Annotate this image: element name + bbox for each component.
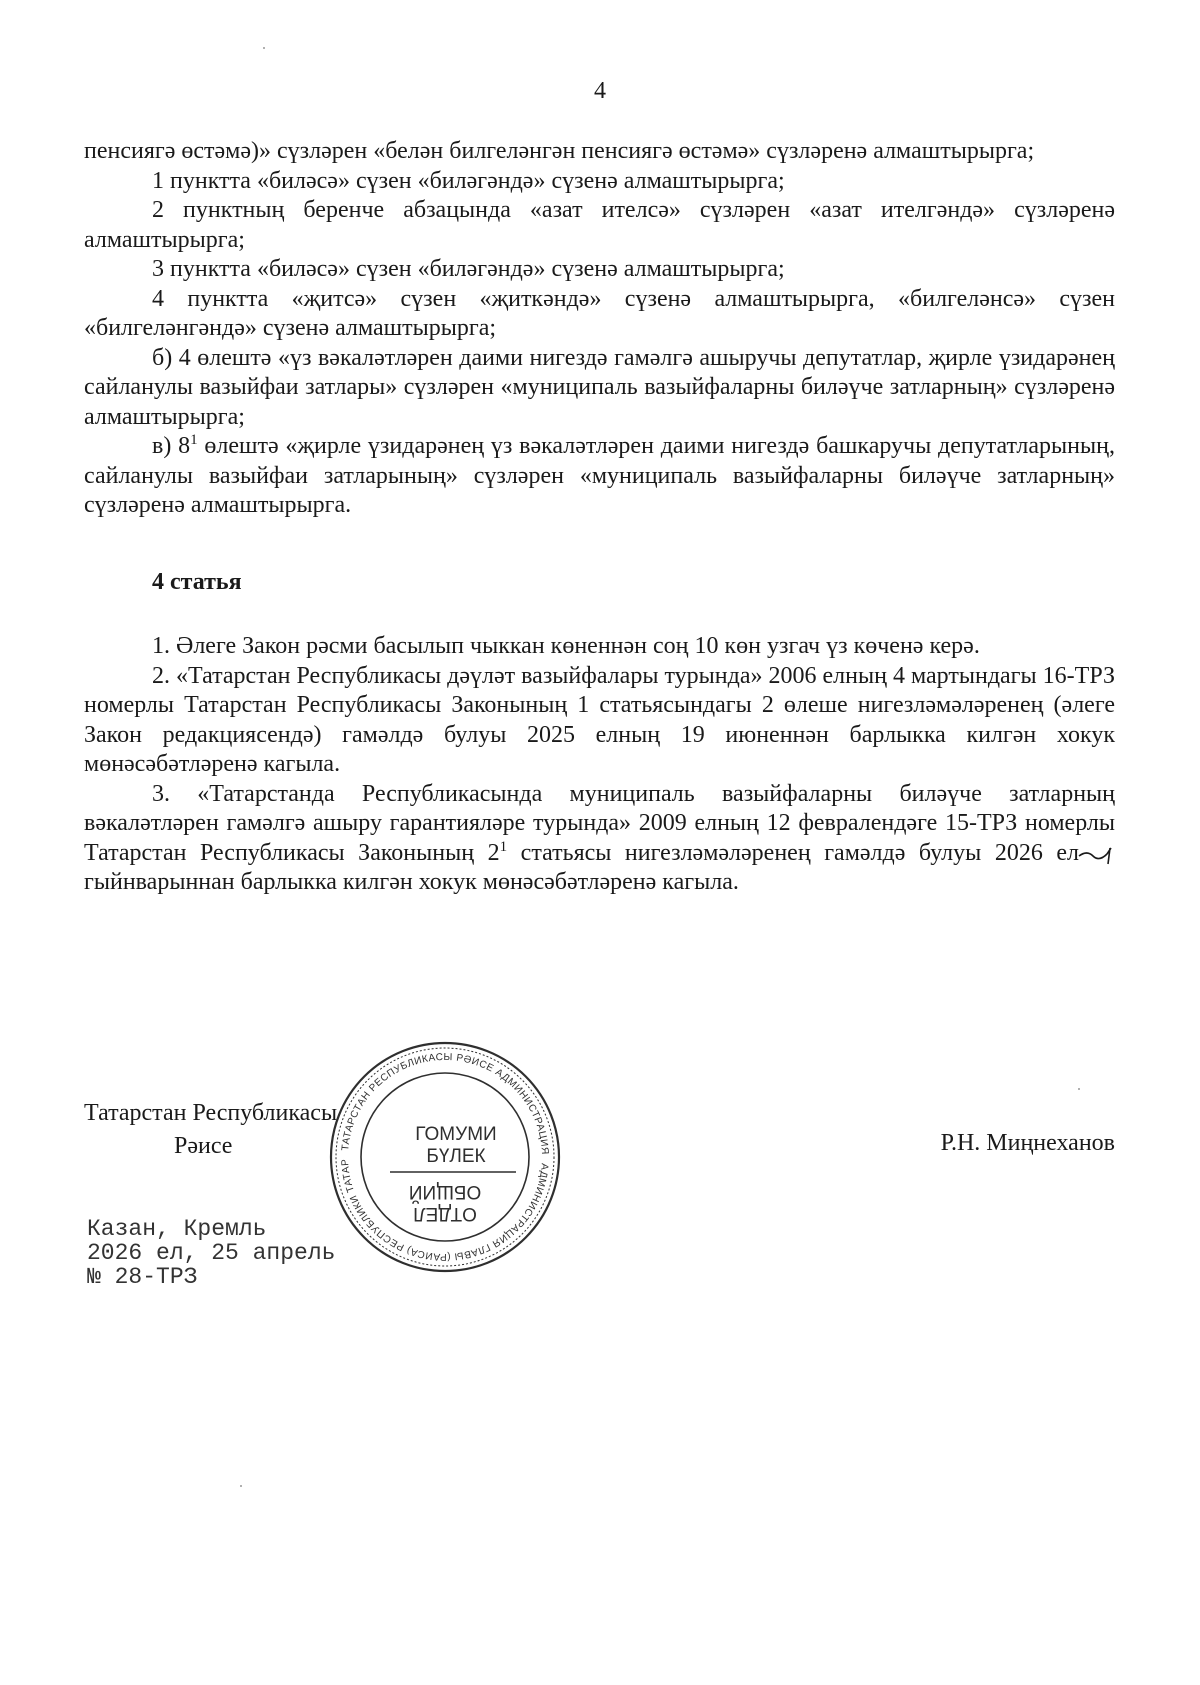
page-number: 4 <box>594 78 606 104</box>
paragraph: 2 пунктның беренче абзацында «азат ителсә» сүзләрен «азат ителгәндә» сүзләренә алмаштырырга; <box>84 197 1115 253</box>
place-date-block <box>87 1217 335 1289</box>
position-line: Татарстан Республикасы <box>84 1100 338 1126</box>
scan-speck <box>1078 1088 1080 1090</box>
stamp-line: БҮЛЕК <box>426 1146 486 1167</box>
superscript: 1 <box>499 838 508 855</box>
document-body <box>84 137 1115 898</box>
position-line: Рәисе <box>174 1133 233 1159</box>
stamp-graphic <box>320 1032 570 1282</box>
article-title: 4 статья <box>152 568 242 595</box>
place-line: Казан, Кремль <box>87 1216 267 1242</box>
paragraph-text: в) 8 <box>152 433 191 459</box>
article-paragraph: 1. Әлеге Закон рәсми басылып чыккан көненнән соң 10 көн узгач үз көченә керә. <box>152 633 980 659</box>
stamp-line: ОБЩИЙ <box>408 1181 482 1202</box>
stamp-ring-text-bottom: АДМИНИСТРАЦИЯ ГЛАВЫ (РАИСА) РЕСПУБЛИКИ ТАТАР <box>339 1158 550 1263</box>
number-line: № 28-ТРЗ <box>87 1264 198 1290</box>
paragraph-text: гыйнварыннан барлыкка килгән хокук мөнәсәбәтләренә кагыла. <box>84 869 739 895</box>
official-stamp <box>320 1032 570 1282</box>
stamp-ring-text-top: ТАТАРСТАН РЕСПУБЛИКАСЫ РӘИСЕ АДМИНИСТРАЦИЯ <box>340 1051 551 1156</box>
article-paragraph <box>84 780 1115 898</box>
paragraph-text: өлештә «җирле үзидарәнең үз вәкаләтләрен даими нигездә башкаручы депутатларының, сайланулы вазыйфаи затларының» сүзләрен «муниципаль вазыйфаларны биләүче затларның» сүзләренә алмаштырырга. <box>84 433 1115 518</box>
signatory-name: Р.Н. Миңнеханов <box>940 1130 1115 1156</box>
paragraph: б) 4 өлештә «үз вәкаләтләрен даими нигездә гамәлгә ашыручы депутатлар, җирле үзидарәнең сайланулы вазыйфаи затлары» сүзләрен «муниципаль вазыйфаларны биләүче затларның» сүзләренә алмаштырырга; <box>84 344 1115 430</box>
superscript: 1 <box>190 432 198 448</box>
paragraph-text: 3. «Татарстанда Республикасында муниципаль вазыйфаларны биләүче затларның вәкаләтләрен гамәлгә ашыру гарантияләре турында» 2009 елның 12 февралендәге 15-ТРЗ номерлы Татарстан Республикасы Законының 2 <box>84 780 1115 866</box>
date-line: 2026 ел, 25 апрель <box>87 1240 336 1266</box>
paragraph: пенсиягә өстәмә)» сүзләрен «белән билгеләнгән пенсиягә өстәмә» сүзләренә алмаштырырга; <box>84 138 1035 164</box>
paragraph: 3 пунктта «биләсә» сүзен «биләгәндә» сүзенә алмаштырырга; <box>152 256 785 282</box>
handwritten-correction-mark <box>1077 844 1119 866</box>
scan-speck <box>240 1485 242 1487</box>
paragraph: 1 пунктта «биләсә» сүзен «биләгәндә» сүзенә алмаштырырга; <box>152 167 785 194</box>
signatory-position <box>84 1097 337 1163</box>
scan-speck <box>263 47 265 49</box>
paragraph: 4 пунктта «җитсә» сүзен «җиткәндә» сүзенә алмаштырырга, «билгеләнсә» сүзен «билгеләнгәндә» сүзенә алмаштырырга; <box>84 285 1115 341</box>
stamp-line: ГОМУМИ <box>415 1124 497 1145</box>
paragraph-text: статьясы нигезләмәләренең гамәлдә булуы 2026 ел <box>507 839 1079 866</box>
article-paragraph: 2. «Татарстан Республикасы дәүләт вазыйфалары турында» 2006 елның 4 мартындагы 16-ТРЗ номерлы Татарстан Республикасы Законының 1 статьясындагы 2 өлеше нигезләмәләренең (әлеге Закон редакциясендә) гамәлдә булуы 2025 елның 19 июненнән барлыкка килгән хокук мөнәсәбәтләренә кагыла. <box>84 662 1115 777</box>
paragraph <box>84 432 1115 521</box>
stamp-line: ОТДЕЛ <box>413 1203 477 1224</box>
